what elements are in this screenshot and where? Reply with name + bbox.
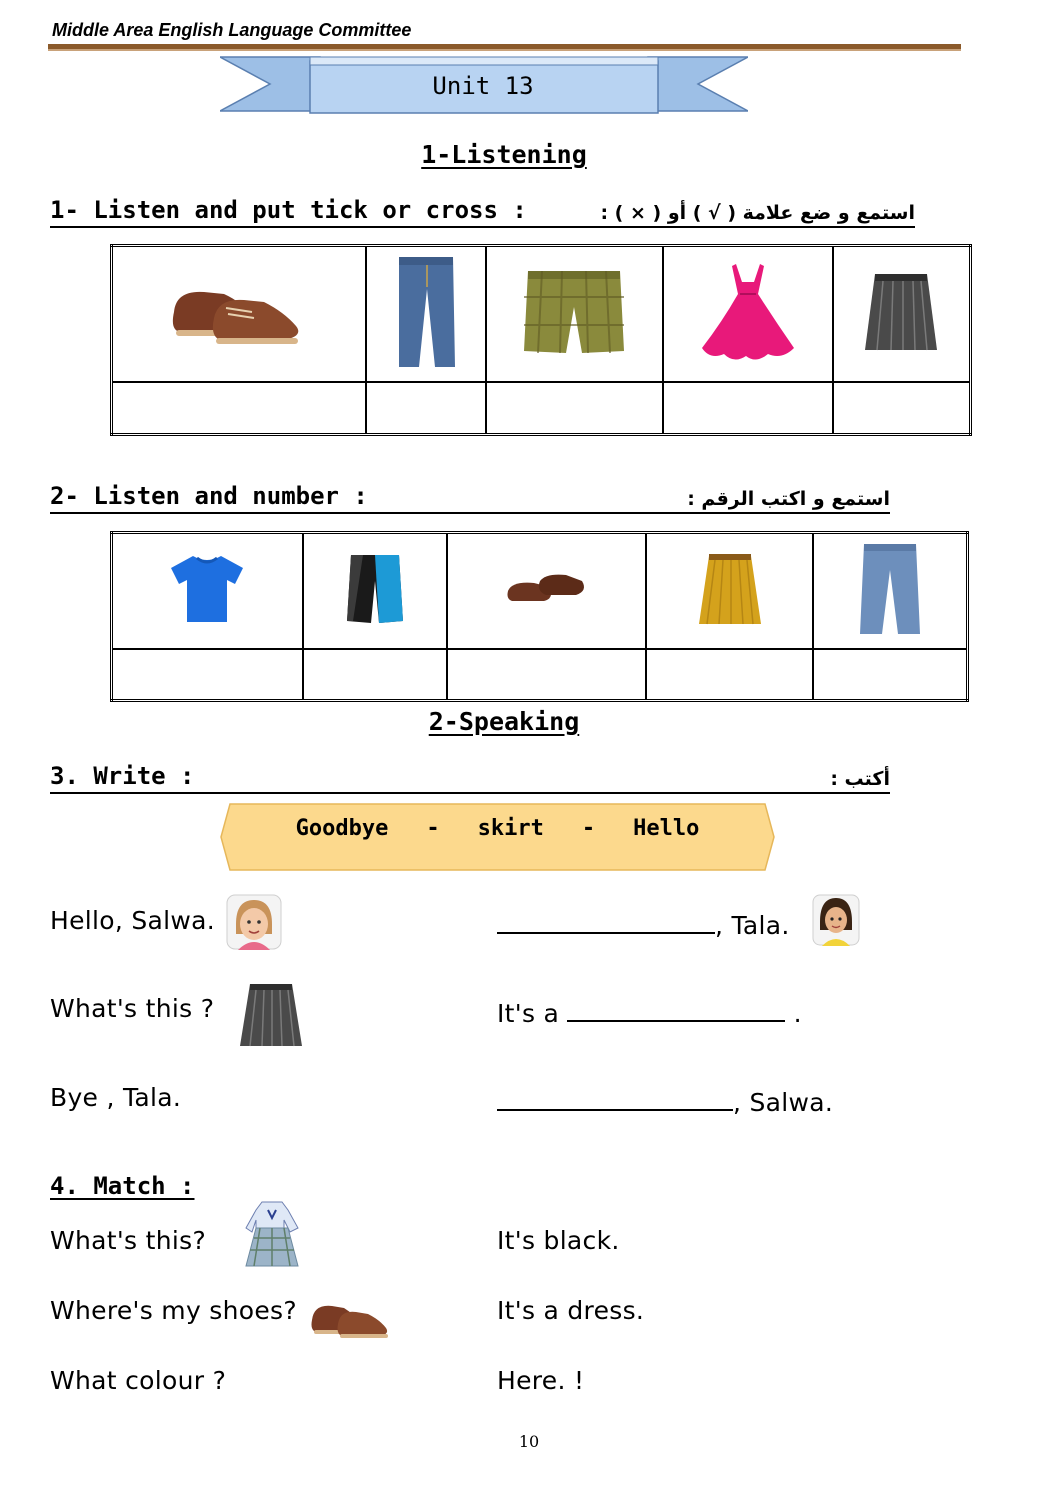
dialogue-line-1-right [497, 906, 790, 940]
task1-grid [110, 244, 972, 436]
jeans-picture [858, 540, 922, 638]
school-dress-picture [244, 1198, 300, 1270]
skirt-picture [861, 270, 941, 354]
unit-title: Unit 13 [432, 72, 534, 100]
speaking-heading: 2-Speaking [428, 707, 580, 736]
task2-answer-4[interactable] [646, 649, 813, 700]
task3-instruction [50, 760, 890, 794]
dialogue-line-1-left: Hello, Salwa. [50, 906, 216, 935]
task2-cell-5 [813, 533, 967, 650]
shoes-picture [164, 272, 314, 352]
task1-instruction [50, 194, 915, 228]
listening-heading: 1-Listening [421, 140, 587, 169]
dialogue-line-2-right-suffix: . [793, 999, 802, 1028]
dress-picture [698, 260, 798, 364]
answer-blank-2[interactable] [567, 994, 785, 1022]
task1-answer-1[interactable] [112, 382, 366, 434]
answer-blank-1[interactable] [497, 906, 715, 934]
jeans-picture [391, 253, 461, 371]
dialogue-line-3-right [497, 1083, 833, 1117]
task2-instruction [50, 480, 890, 514]
task2-cell-3 [447, 533, 647, 650]
tala-avatar [812, 894, 860, 946]
match-left-1[interactable]: What's this? [50, 1226, 207, 1255]
task2-instruction-en: 2- Listen and number : [50, 482, 368, 510]
task1-cell-2 [366, 246, 486, 383]
swim-shorts-picture [345, 551, 405, 627]
skirt-picture [238, 980, 304, 1050]
header-title: Middle Area English Language Committee [52, 20, 412, 40]
salwa-avatar [226, 894, 282, 950]
header-rule [48, 44, 961, 51]
answer-blank-3[interactable] [497, 1083, 733, 1111]
task2-cell-4 [646, 533, 813, 650]
task1-instruction-en: 1- Listen and put tick or cross : [50, 196, 527, 224]
dialogue-line-3-right-suffix: , Salwa. [733, 1088, 834, 1117]
task2-instruction-ar: استمع و اكتب الرقم : [687, 488, 890, 510]
page-number: 10 [518, 1432, 540, 1451]
task3-instruction-ar: أكتب : [830, 768, 890, 790]
word-separator: - [426, 816, 440, 841]
word-goodbye: Goodbye [295, 816, 389, 841]
task1-cell-4 [663, 246, 833, 383]
match-right-3[interactable]: Here. ! [497, 1366, 585, 1395]
task3-instruction-en: 3. Write : [50, 762, 195, 790]
task1-answer-2[interactable] [366, 382, 486, 434]
loafers-picture [504, 569, 588, 609]
task1-answer-4[interactable] [663, 382, 833, 434]
task2-answer-3[interactable] [447, 649, 647, 700]
task1-cell-5 [833, 246, 971, 383]
match-left-3[interactable]: What colour ? [50, 1366, 227, 1395]
task2-answer-1[interactable] [112, 649, 303, 700]
task1-answer-3[interactable] [486, 382, 663, 434]
task4-heading: 4. Match : [50, 1172, 195, 1200]
task1-instruction-ar: استمع و ضع علامة ( √ ) أو ( × ) : [600, 202, 915, 224]
task2-grid [110, 531, 969, 702]
dialogue-line-2-left: What's this ? [50, 994, 215, 1023]
word-bank [220, 816, 775, 841]
task2-answer-5[interactable] [813, 649, 967, 700]
task2-answer-2[interactable] [303, 649, 447, 700]
shorts-picture [522, 267, 626, 357]
shoes-picture [308, 1296, 394, 1342]
word-separator: - [581, 816, 596, 841]
task2-cell-2 [303, 533, 447, 650]
task2-cell-1 [112, 533, 303, 650]
dialogue-line-1-right-suffix: , Tala. [715, 911, 790, 940]
task1-answer-5[interactable] [833, 382, 971, 434]
word-skirt: skirt [477, 816, 544, 841]
dialogue-line-2-right [497, 994, 802, 1028]
tshirt-picture [167, 552, 247, 626]
dialogue-line-2-right-prefix: It's a [497, 999, 560, 1028]
task1-cell-1 [112, 246, 366, 383]
task1-cell-3 [486, 246, 663, 383]
match-left-2[interactable]: Where's my shoes? [50, 1296, 297, 1325]
match-right-2[interactable]: It's a dress. [497, 1296, 645, 1325]
dialogue-line-3-left: Bye , Tala. [50, 1083, 182, 1112]
yellow-skirt-picture [695, 550, 765, 628]
word-hello: Hello [633, 816, 700, 841]
match-right-1[interactable]: It's black. [497, 1226, 620, 1255]
